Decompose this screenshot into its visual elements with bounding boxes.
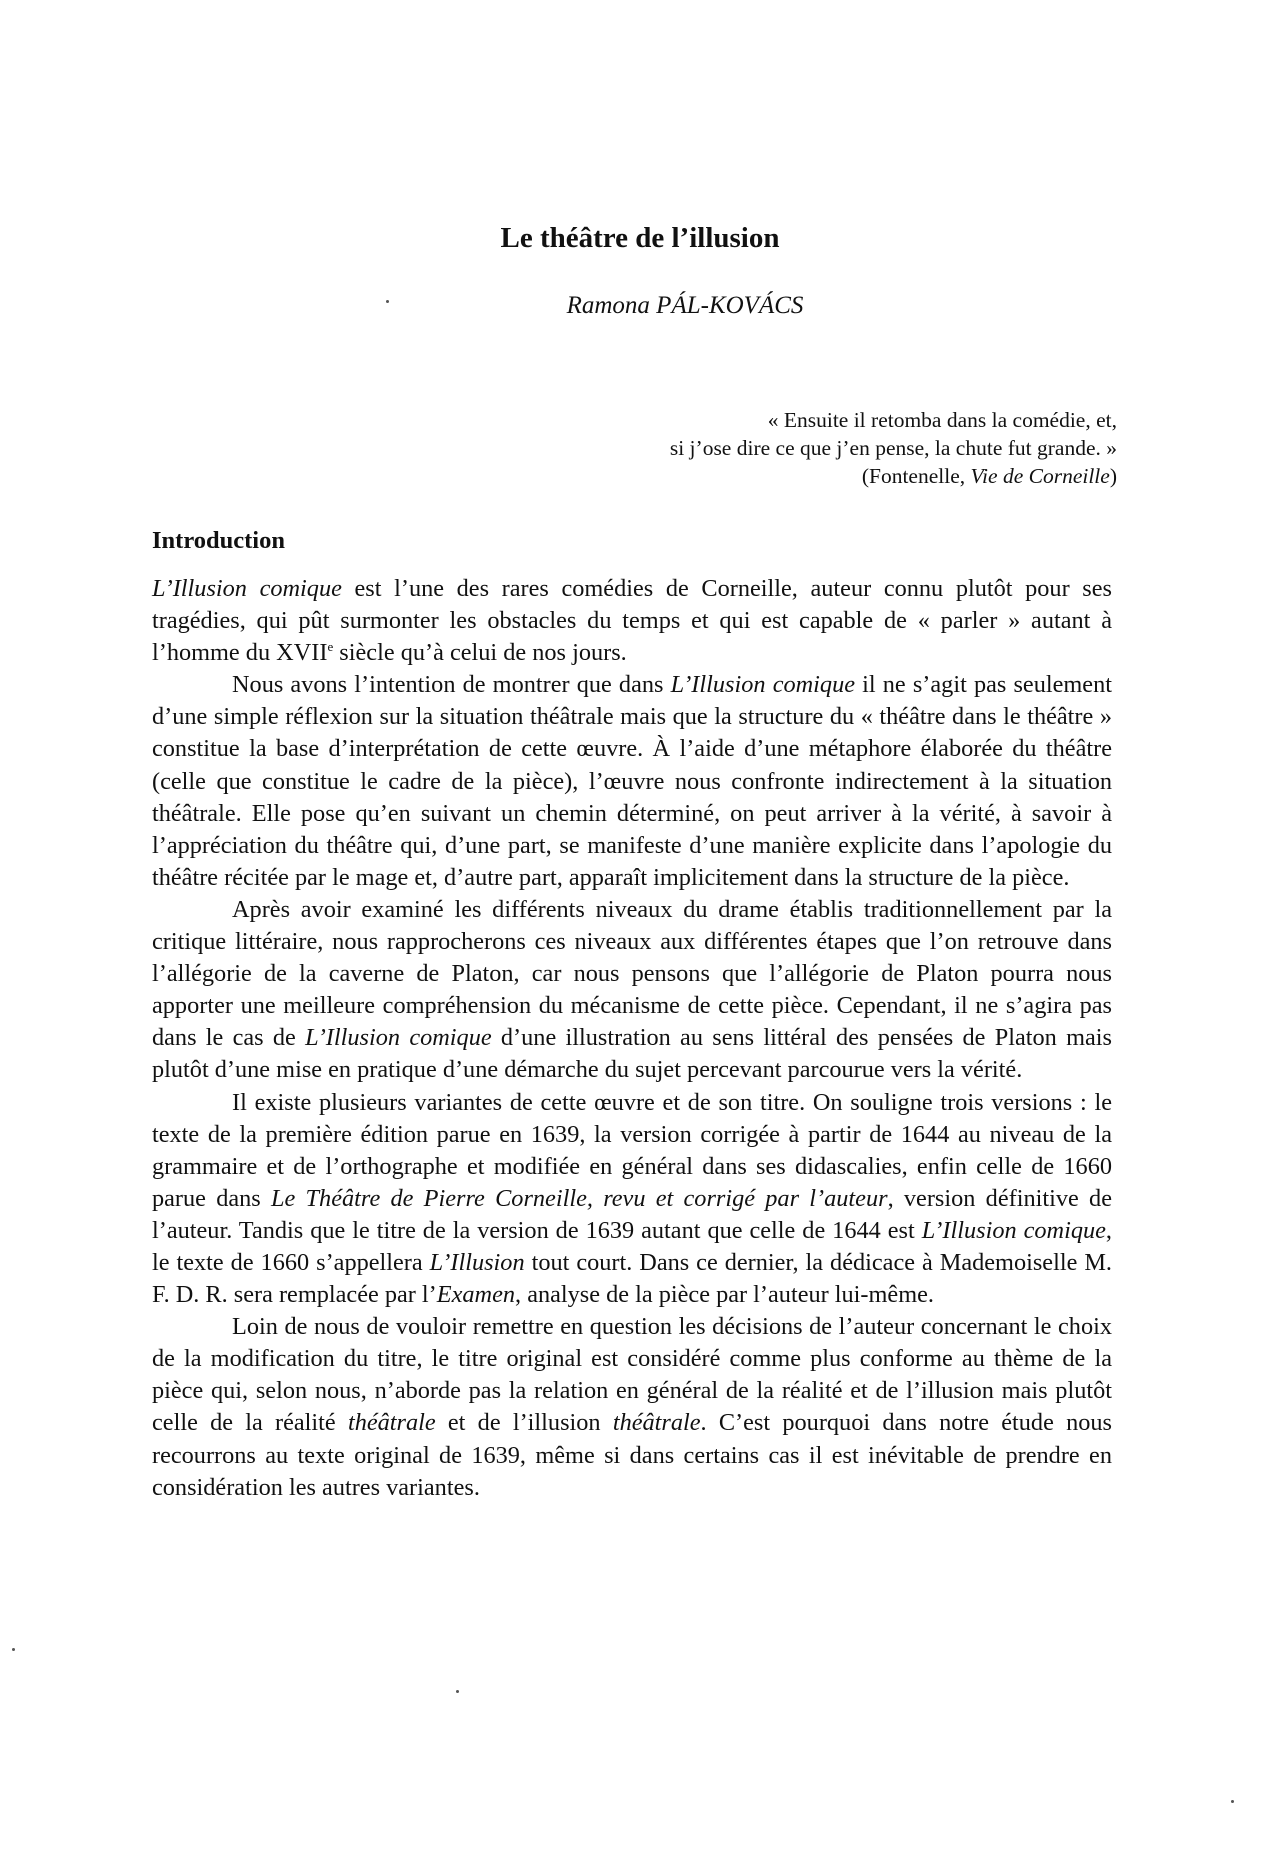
body-text: [152, 573, 1112, 1504]
section-heading: Introduction: [152, 527, 285, 554]
article-title: Le théâtre de l’illusion: [500, 222, 780, 254]
paragraph-2: Nous avons l’intention de montrer que dans L’Illusion comique il ne s’agit pas seulement d’une simple réflexion sur la situation théâtrale mais que la structure du « théâtre dans le théâtre » constitue la base d’interprétation de cette œuvre. À l’aide d’une métaphore élaborée du théâtre (celle que constitue le cadre de la pièce), l’œuvre nous confronte indirectement à la situation théâtrale. Elle pose qu’en suivant un chemin déterminé, on peut arriver à la vérité, à savoir à l’appréciation du théâtre qui, d’une part, se manifeste d’une manière explicite dans l’apologie du théâtre récitée par le mage et, d’autre part, apparaît implicitement dans la structure de la pièce.: [152, 671, 1112, 891]
epigraph-line-1: « Ensuite il retomba dans la comédie, et,: [767, 408, 1117, 432]
article-author: Ramona PÁL-KOVÁCS: [566, 292, 804, 319]
paragraph-5: Loin de nous de vouloir remettre en question les décisions de l’auteur concernant le choix de la modification du titre, le titre original est considéré comme plus conforme au thème de la pièce qui, selon nous, n’aborde pas la relation en général de la réalité et de l’illusion mais plutôt celle de la réalité théâtrale et de l’illusion théâtrale. C’est pourquoi dans notre étude nous recourrons au texte original de 1639, même si dans certains cas il est inévitable de prendre en considération les autres variantes.: [152, 1313, 1112, 1501]
scan-speck: [1231, 1800, 1234, 1803]
scan-speck: [386, 300, 389, 303]
epigraph: [670, 406, 1117, 490]
paragraph-3: Après avoir examiné les différents niveaux du drame établis traditionnellement par la critique littéraire, nous rapprocherons ces niveaux aux différentes étapes que l’on retrouve dans l’allégorie de la caverne de Platon, car nous pensons que l’allégorie de Platon pourra nous apporter une meilleure compréhension du mécanisme de cette pièce. Cependant, il ne s’agira pas dans le cas de L’Illusion comique d’une illustration au sens littéral des pensées de Platon mais plutôt d’une mise en pratique d’une démarche du sujet percevant parcourue vers la vérité.: [152, 895, 1112, 1084]
scan-speck: [456, 1690, 459, 1693]
epigraph-source-title: Vie de Corneille: [970, 464, 1110, 488]
epigraph-source: (Fontenelle, Vie de Corneille): [861, 464, 1117, 488]
paragraph-4: Il existe plusieurs variantes de cette œuvre et de son titre. On souligne trois versions : le texte de la première édition parue en 1639, la version corrigée à partir de 1644 au niveau de la grammaire et de l’orthographe et modifiée en général dans ses didascalies, enfin celle de 1660 parue dans Le Théâtre de Pierre Corneille, revu et corrigé par l’auteur, version définitive de l’auteur. Tandis que le titre de la version de 1639 autant que celle de 1644 est L’Illusion comique, le texte de 1660 s’appellera L’Illusion tout court. Dans ce dernier, la dédicace à Mademoiselle M. F. D. R. sera remplacée par l’Examen, analyse de la pièce par l’auteur lui-même.: [152, 1088, 1112, 1309]
scan-speck: [12, 1648, 15, 1651]
epigraph-line-2: si j’ose dire ce que j’en pense, la chute fut grande. »: [669, 436, 1117, 460]
paragraph-1: L’Illusion comique est l’une des rares comédies de Corneille, auteur connu plutôt pour ses tragédies, qui pût surmonter les obstacles du temps et qui est capable de « parler » autant à l’homme du XVIIe siècle qu’à celui de nos jours.: [152, 575, 1112, 667]
